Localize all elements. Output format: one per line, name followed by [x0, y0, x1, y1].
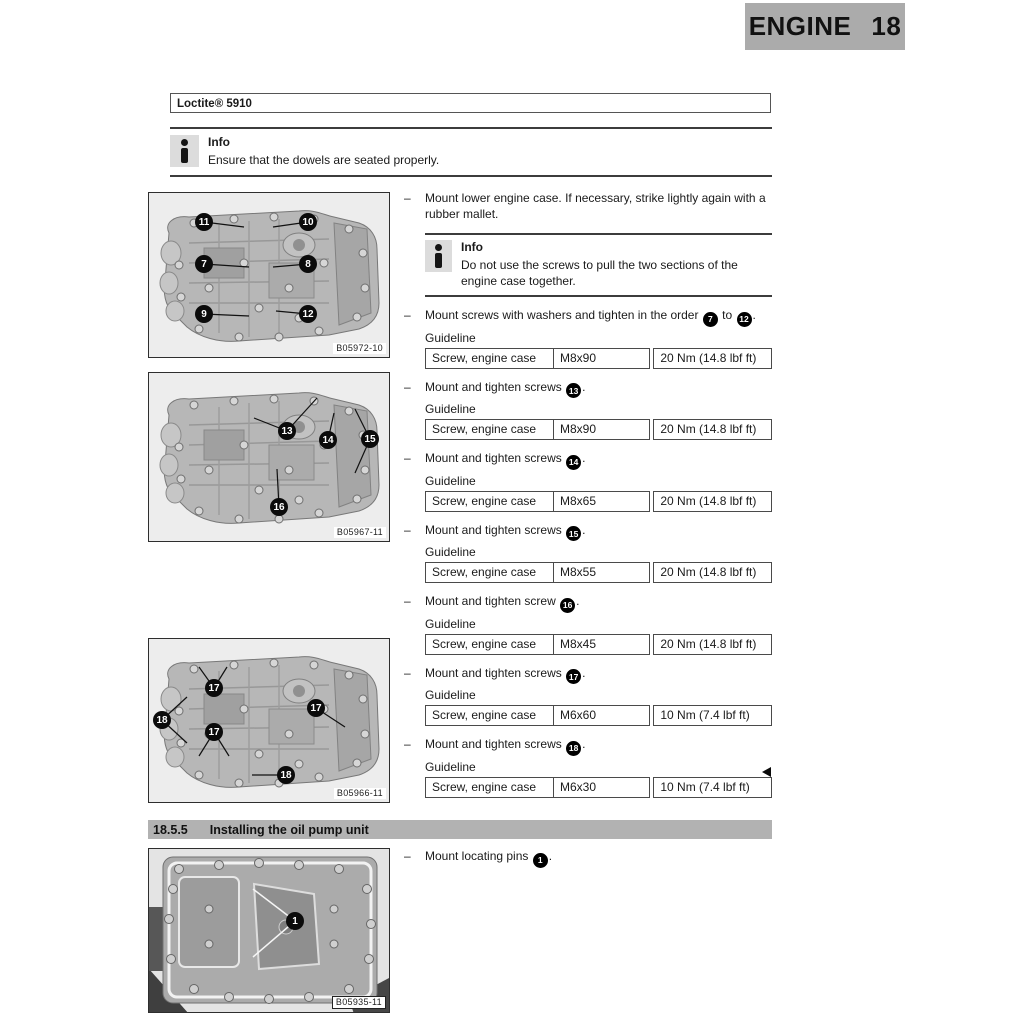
loctite-product-box — [170, 93, 771, 113]
guideline-table — [425, 777, 772, 798]
guideline-label: Guideline — [425, 330, 476, 345]
guideline-block — [425, 759, 772, 798]
step-text-post: . — [548, 849, 553, 863]
table-torque: 20 Nm (14.8 lbf ft) — [660, 350, 757, 365]
step-text — [425, 307, 772, 327]
guideline-block — [425, 687, 772, 726]
step-text-pre: Mount and tighten screw — [425, 594, 556, 608]
section-header — [148, 820, 772, 839]
callout-badge-13: 13 — [566, 383, 581, 398]
callout-badge-1: 1 — [533, 853, 548, 868]
guideline-table — [425, 348, 772, 369]
callout-7: 7 — [195, 255, 213, 273]
table-size: M8x90 — [560, 422, 597, 436]
callout-16: 16 — [270, 498, 288, 516]
engine-case-illustration — [149, 639, 389, 802]
continuation-marker-icon — [762, 767, 771, 777]
guideline-label: Guideline — [425, 759, 476, 774]
figure-id-label: B05966-11 — [334, 788, 386, 799]
table-size: M8x65 — [560, 493, 597, 508]
callout-18: 18 — [153, 711, 171, 729]
step-text-post: . — [752, 308, 756, 322]
guideline-label: Guideline — [425, 402, 476, 416]
page-header — [745, 3, 905, 50]
callout-10: 10 — [299, 213, 317, 231]
step-mount-screws-order — [404, 307, 772, 327]
callout-badge-18: 18 — [566, 741, 581, 756]
step-text-post: . — [582, 737, 586, 751]
step-text — [425, 450, 772, 470]
callout-11: 11 — [195, 213, 213, 231]
callout-1: 1 — [286, 912, 304, 930]
step-text-pre: Mount screws with washers and tighten in the order — [425, 308, 699, 322]
table-part: Screw, engine case — [426, 778, 554, 797]
table-size: M8x45 — [560, 636, 597, 651]
oil-pump-step — [404, 846, 772, 868]
instruction-column — [404, 188, 772, 798]
table-size: M6x60 — [560, 708, 597, 722]
guideline-block — [425, 401, 772, 440]
callout-badge-14: 14 — [566, 455, 581, 470]
table-size: M8x90 — [560, 350, 597, 365]
engine-sump-illustration — [149, 849, 389, 1012]
info-block-top — [170, 127, 772, 177]
section-number: 18.5.5 — [153, 822, 188, 837]
guideline-table — [425, 705, 772, 726]
table-torque: 10 Nm (7.4 lbf ft) — [660, 779, 750, 794]
guideline-table — [425, 634, 772, 655]
step-text — [425, 593, 772, 613]
step-mount-locating-pins — [404, 848, 772, 868]
step-text — [425, 379, 772, 399]
engine-case-illustration — [149, 373, 389, 541]
step-text: Mount lower engine case. If necessary, strike lightly again with a rubber mallet. — [425, 191, 766, 221]
table-size: M8x55 — [560, 565, 597, 579]
info-body — [461, 240, 761, 289]
callout-8: 8 — [299, 255, 317, 273]
table-part: Screw, engine case — [426, 635, 554, 654]
step-text-pre: Mount and tighten screws — [425, 737, 562, 751]
guideline-label: Guideline — [425, 616, 476, 631]
step-text-pre: Mount locating pins — [425, 849, 529, 863]
guideline-block — [425, 330, 772, 369]
section-title: Installing the oil pump unit — [209, 822, 369, 837]
bullet-dash: – — [404, 849, 411, 863]
step-text-pre: Mount and tighten screws — [425, 665, 562, 680]
step-text — [425, 522, 772, 542]
callout-badge-7: 7 — [703, 312, 718, 327]
step-text-pre: Mount and tighten screws — [425, 451, 562, 465]
step-text-post: . — [582, 665, 586, 680]
step-text-post: . — [582, 451, 586, 465]
chapter-number: 18 — [871, 11, 902, 41]
bullet-dash: – — [404, 308, 411, 322]
figure-engine-case-screws-13-16 — [148, 372, 390, 542]
callout-badge-16: 16 — [560, 598, 575, 613]
step-text-post: . — [582, 522, 586, 537]
loctite-label: Loctite® 5910 — [177, 98, 252, 110]
table-torque: 20 Nm (14.8 lbf ft) — [660, 565, 757, 579]
table-part: Screw, engine case — [426, 563, 554, 582]
bullet-dash: – — [404, 522, 411, 537]
step-mount-lower-case — [404, 190, 772, 222]
step-text-pre: Mount and tighten screws — [425, 379, 562, 394]
bullet-dash: – — [404, 665, 411, 680]
guideline-table — [425, 562, 772, 583]
info-text: Ensure that the dowels are seated properly. — [208, 153, 440, 167]
figure-id-label: B05972-10 — [333, 343, 386, 354]
step-text-post: . — [576, 594, 580, 608]
guideline-table — [425, 419, 772, 440]
callout-badge-17: 17 — [566, 669, 581, 684]
guideline-label: Guideline — [425, 545, 476, 559]
table-size: M6x30 — [560, 779, 597, 794]
callout-17: 17 — [307, 699, 325, 717]
step-tighten-15 — [404, 522, 772, 542]
guideline-table — [425, 491, 772, 512]
engine-case-illustration — [149, 193, 389, 357]
bullet-dash: – — [404, 191, 411, 205]
step-tighten-13 — [404, 379, 772, 399]
info-title: Info — [461, 240, 483, 254]
callout-15: 15 — [361, 430, 379, 448]
step-text — [425, 848, 772, 868]
guideline-label: Guideline — [425, 688, 476, 702]
step-text — [425, 736, 772, 756]
table-torque: 20 Nm (14.8 lbf ft) — [660, 636, 757, 651]
info-text: Do not use the screws to pull the two sections of the engine case together. — [461, 258, 738, 288]
figure-engine-case-screws-17-18 — [148, 638, 390, 803]
info-body — [208, 135, 439, 168]
bullet-dash: – — [404, 737, 411, 751]
figure-engine-case-order — [148, 192, 390, 358]
page-title: ENGINE — [748, 11, 852, 41]
step-tighten-16 — [404, 593, 772, 613]
step-text-mid: to — [722, 308, 733, 322]
table-part: Screw, engine case — [426, 492, 554, 511]
table-torque: 10 Nm (7.4 lbf ft) — [660, 708, 750, 722]
callout-9: 9 — [195, 305, 213, 323]
table-torque: 20 Nm (14.8 lbf ft) — [660, 493, 757, 508]
callout-18: 18 — [277, 766, 295, 784]
step-tighten-18 — [404, 736, 772, 756]
bullet-dash: – — [404, 379, 411, 394]
guideline-block — [425, 473, 772, 512]
guideline-block — [425, 616, 772, 655]
figure-id-label: B05967-11 — [334, 527, 386, 538]
step-text-pre: Mount and tighten screws — [425, 522, 562, 537]
step-text-post: . — [582, 379, 586, 394]
table-part: Screw, engine case — [426, 706, 554, 725]
table-part: Screw, engine case — [426, 420, 554, 439]
callout-badge-12: 12 — [737, 312, 752, 327]
guideline-label: Guideline — [425, 473, 476, 488]
table-part: Screw, engine case — [426, 349, 554, 368]
figure-oil-pump-locating-pins — [148, 848, 390, 1013]
callout-badge-15: 15 — [566, 526, 581, 541]
callout-14: 14 — [319, 431, 337, 449]
info-block-screws — [425, 233, 772, 297]
callout-12: 12 — [299, 305, 317, 323]
callout-13: 13 — [278, 422, 296, 440]
step-tighten-14 — [404, 450, 772, 470]
bullet-dash: – — [404, 594, 411, 608]
info-icon — [170, 135, 199, 167]
info-title: Info — [208, 135, 230, 149]
bullet-dash: – — [404, 451, 411, 465]
step-text — [425, 665, 772, 685]
info-icon — [425, 240, 452, 272]
callout-17: 17 — [205, 679, 223, 697]
callout-17: 17 — [205, 723, 223, 741]
figure-id-label: B05935-11 — [332, 996, 386, 1009]
guideline-block — [425, 544, 772, 583]
table-torque: 20 Nm (14.8 lbf ft) — [660, 422, 757, 436]
step-tighten-17 — [404, 665, 772, 685]
